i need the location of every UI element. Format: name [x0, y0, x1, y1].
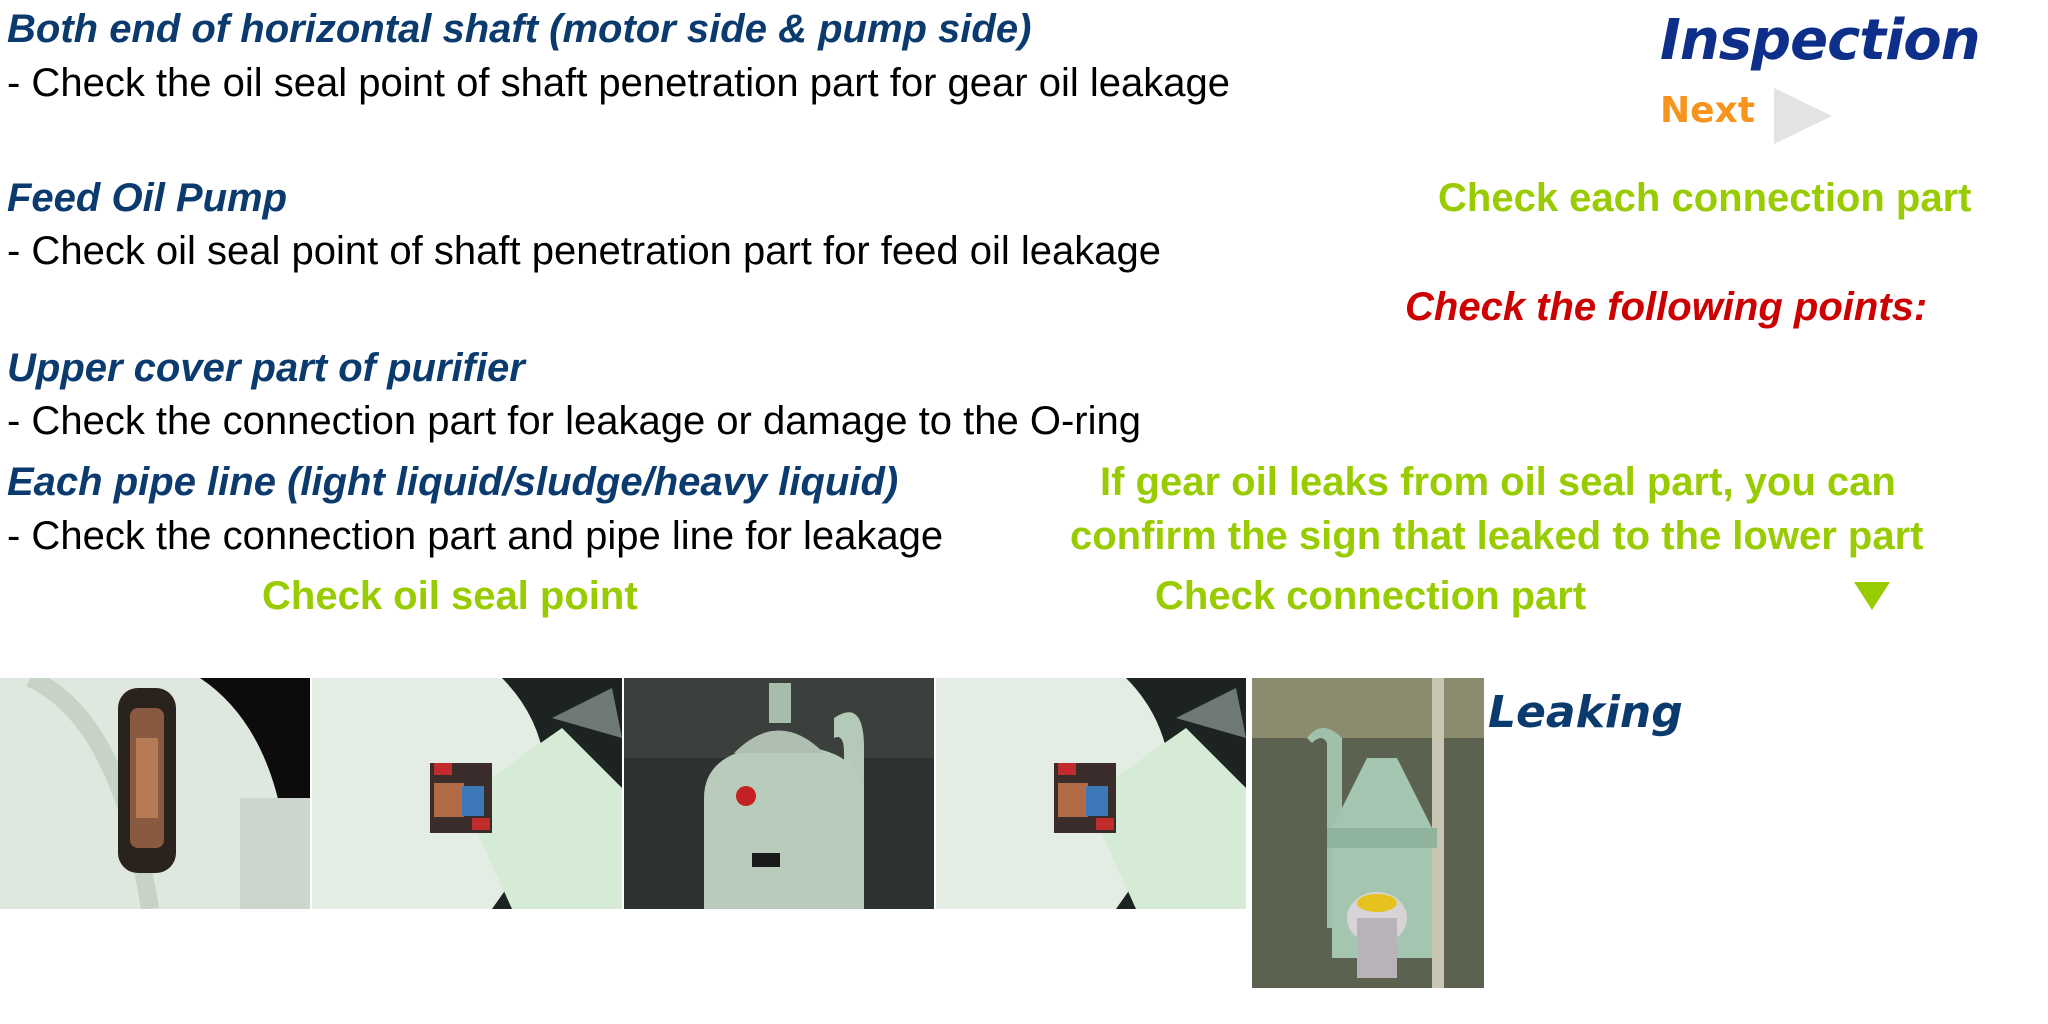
section-heading-upper-cover: Upper cover part of purifier — [7, 346, 525, 390]
section-heading-shaft: Both end of horizontal shaft (motor side & pump side) — [7, 7, 1032, 51]
photo-shaft-end-seal — [0, 678, 310, 909]
next-label: Next — [1660, 90, 1755, 131]
photo-purifier-upper-cover — [624, 678, 934, 909]
section-text-upper-cover: - Check the connection part for leakage or damage to the O-ring — [7, 399, 1141, 443]
page-title: Inspection — [1660, 8, 1980, 73]
callout-check-oil-seal: Check oil seal point — [262, 574, 638, 618]
next-button[interactable] — [1660, 86, 1840, 146]
callout-check-following: Check the following points: — [1405, 285, 1928, 329]
down-arrow-icon — [1852, 580, 1892, 612]
callout-leaking: Leaking — [1488, 687, 1683, 738]
photo-purifier-leaking — [1252, 678, 1484, 988]
callout-check-connection: Check connection part — [1155, 574, 1587, 618]
photo-feed-pump-coupling-2 — [936, 678, 1246, 909]
section-text-feed-pump: - Check oil seal point of shaft penetration part for feed oil leakage — [7, 229, 1162, 273]
section-heading-feed-pump: Feed Oil Pump — [7, 176, 288, 220]
section-heading-pipe-line: Each pipe line (light liquid/sludge/heavy liquid) — [7, 460, 899, 504]
callout-gear-oil-line2: confirm the sign that leaked to the lower part — [1070, 514, 1924, 558]
next-arrow-icon — [1772, 86, 1834, 146]
callout-check-each-connection: Check each connection part — [1438, 176, 1972, 220]
section-text-pipe-line: - Check the connection part and pipe line for leakage — [7, 514, 944, 558]
section-text-shaft: - Check the oil seal point of shaft penetration part for gear oil leakage — [7, 61, 1230, 105]
callout-gear-oil-line1: If gear oil leaks from oil seal part, you can — [1100, 460, 1896, 504]
photo-feed-pump-coupling — [312, 678, 622, 909]
